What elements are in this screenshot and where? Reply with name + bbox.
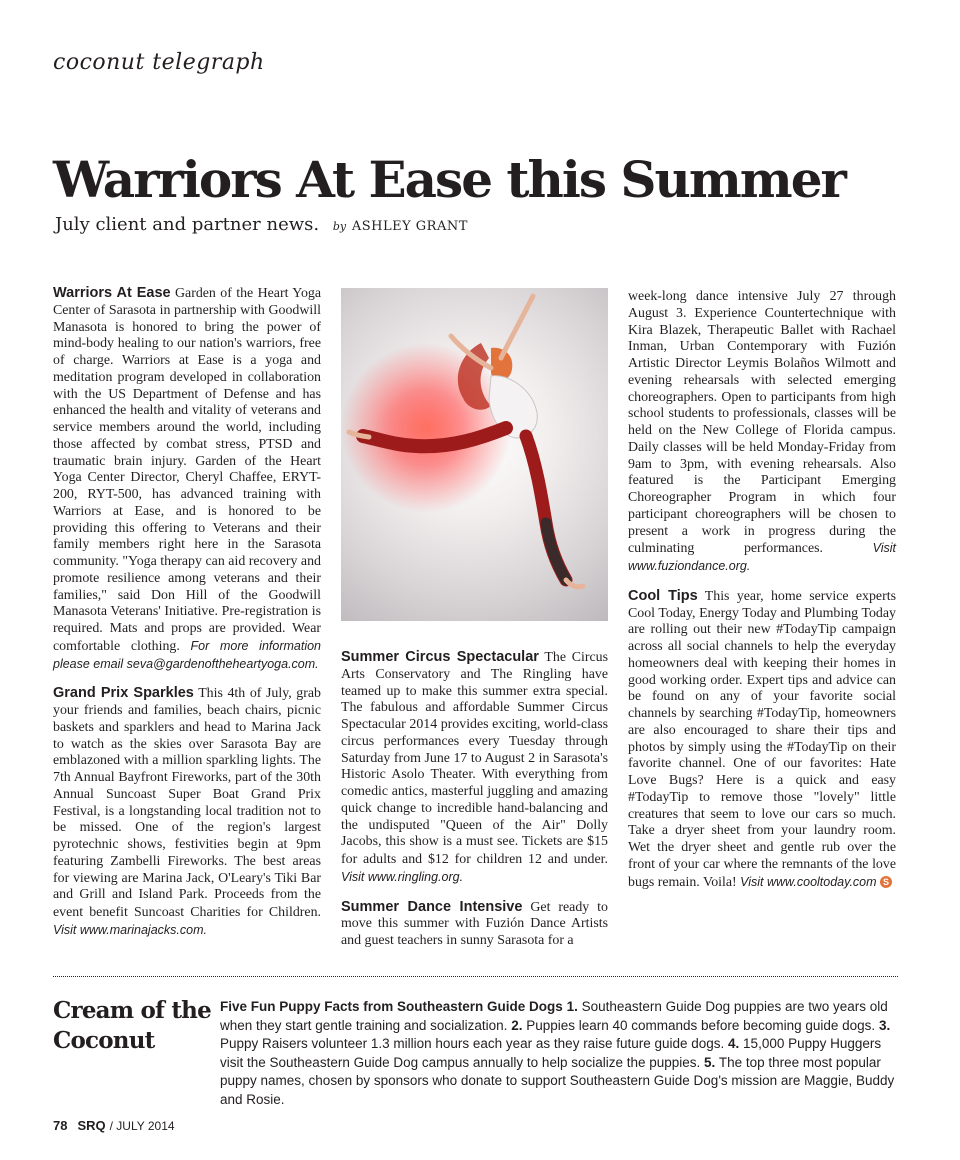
item-text: This year, home service experts Cool Today, Energy Today and Plumbing Today are rolling out their new #TodayTip campaign across all social channels to help the everyday homeowners deal with keeping their homes in good working order. Expert tips and advice can be found on any of your favorite social channels by searching #TodayTip, homeowners are also encouraged to share their tips and photos by simply using the #TodayTip on their favorite channel. One of our favorites: Hate Love Bugs? Here is a quick and easy #TodayTip to remove those "lovely" little creatures that seem to love our cars so much. Take a dryer sheet from your laundry room. Wet the dryer sheet and gentle rub over the front of your car where the remnants of the love bugs remain. Voila! [628, 588, 896, 890]
item-visit: Visit www.fuziondance.org. [628, 541, 896, 573]
item-visit: Visit www.ringling.org. [341, 869, 464, 884]
item-lead: Warriors At Ease [53, 285, 171, 301]
item-lead: Grand Prix Sparkles [53, 685, 194, 702]
puppy-facts-lead: Five Fun Puppy Facts from Southeastern Guide Dogs [220, 999, 563, 1014]
item-text: Garden of the Heart Yoga Center of Sarasota in partnership with Goodwill Manasota is honored to bring the power of mind-body healing to our nation's warriors, free of charge. Warriors at Ease is a yoga and meditation program developed in collaboration with the US Department of Defense and has enhanced the health and vitality of veterans and service members around the world, including those affected by combat stress, PTSD and traumatic brain injury. Garden of the Heart Yoga Center Director, Cheryl Chaffee, ERYT-200, RYT-500, has advanced training with Warriors at Ease, and is honored to be providing this offering to Veterans and their family members right here in the Sarasota community. "Yoga therapy can aid recovery and promote resilience among veterans and their families," said Don Hill of the Goodwill Manasota Veterans' Initiative. Pre-registration is required. Mats and props are provided. Wear comfortable clothing. [53, 286, 321, 654]
fact-number: 4. [728, 1036, 740, 1051]
page-number: 78 [53, 1118, 68, 1133]
item-warriors-at-ease [53, 285, 321, 673]
byline-by: by [332, 220, 347, 233]
item-grand-prix-sparkles [53, 685, 321, 939]
item-cool-tips [628, 588, 896, 892]
fact-number: 1. [566, 999, 578, 1014]
fact-number: 5. [704, 1054, 716, 1070]
item-text: week-long dance intensive July 27 through August 3. Experience Countertechnique with Kira Blazek, Therapeutic Ballet with Rachael Inman, Urban Contemporary with Fuzión Artistic Director Leymis Bolaños Wilmott and evening rehearsals with selected emerging choreographers. Open to participants from high school students to professionals, classes will be held on the New College of Florida campus. Daily classes will be held Monday-Friday from 9am to 3pm, with evening rehearsals. Also featured is the Participant Emerging Choreographer Program in which four participant choreographers will be chosen to present a work in progress during the culminating performances. [628, 289, 896, 557]
magazine-name: SRQ [77, 1118, 106, 1133]
item-lead: Summer Dance Intensive [341, 898, 523, 915]
end-mark-icon: S [880, 876, 892, 888]
item-visit: Visit www.cooltoday.com [736, 874, 877, 889]
page-folio [53, 1118, 175, 1133]
item-text: Get ready to move this summer with Fuzión Dance Artists and guest teachers in sunny Sarasota for a [341, 899, 608, 948]
deck-text: July client and partner news. [55, 214, 320, 235]
item-text: The Circus Arts Conservatory and The Ringling have teamed up to make this summer extra special. The fabulous and affordable Summer Circus Spectacular 2014 provides exciting, world-class circus performances every Tuesday through Saturday from June 17 to August 2 in Sarasota's Historic Asolo Theater. With everything from comedic antics, masterful juggling and amazing quick change to incredible hand-balancing and the undisputed "Queen of the Air" Dolly Jacobs, this show is a must see. Tickets are $15 for adults and $12 for children 12 and under. [341, 650, 608, 867]
cream-section-title: Cream of the Coconut [53, 997, 211, 1054]
puppy-facts [220, 998, 898, 1109]
article-headline: Warriors At Ease this Summer [53, 150, 845, 209]
dancer-photo [341, 288, 608, 621]
fact-text: The top three most popular puppy names, chosen by sponsors who donate to support Southeastern Guide Dog's mission are Maggie, Buddy and Rosie. [220, 1054, 895, 1107]
item-summer-dance-continued [628, 289, 896, 576]
article-deck [55, 214, 468, 235]
item-summer-circus [341, 649, 608, 887]
item-summer-dance [341, 899, 608, 950]
item-text: This 4th of July, grab your friends and families, beach chairs, picnic baskets and sparklers and head to Marina Jack to watch as the skies over Sarasota Bay are emblazoned with a million sparkling lights. The 7th Annual Bayfront Fireworks, part of the 30th Annual Suncoast Super Boat Grand Prix Festival, is a longstanding local tradition not to be missed. One of the region's largest pyrotechnic shows, festivities begin at 9pm featuring Zambelli Fireworks. The best areas for viewing are Marina Jack, O'Leary's Tiki Bar and Grill and Island Park. Proceeds from the event benefit Suncoast Charities for Children. [53, 686, 321, 920]
item-visit: For more information please email seva@gardenoftheheartyoga.com. [53, 638, 321, 671]
fact-text: Southeastern Guide Dog puppies are two years old when they start gentle training and socialization. [220, 999, 888, 1033]
section-divider [53, 976, 898, 977]
fact-text: Puppies learn 40 commands before becoming guide dogs. [522, 1017, 879, 1033]
item-lead: Summer Circus Spectacular [341, 649, 539, 665]
section-kicker: coconut telegraph [53, 50, 265, 75]
column-3 [628, 289, 896, 903]
item-lead: Cool Tips [628, 587, 698, 604]
dancer-illustration [341, 288, 608, 621]
column-1 [53, 285, 321, 952]
byline-author: ASHLEY GRANT [351, 219, 468, 234]
fact-text: 15,000 Puppy Huggers visit the Southeastern Guide Dog campus annually to help socialize the puppies. [220, 1036, 882, 1070]
item-visit: Visit www.marinajacks.com. [53, 922, 207, 937]
fact-text: Puppy Raisers volunteer 1.3 million hours each year as they raise future guide dogs. [220, 1036, 729, 1051]
column-2 [341, 649, 608, 962]
issue-date: / JULY 2014 [109, 1119, 175, 1133]
fact-number: 2. [511, 1017, 523, 1033]
fact-number: 3. [878, 1017, 891, 1033]
